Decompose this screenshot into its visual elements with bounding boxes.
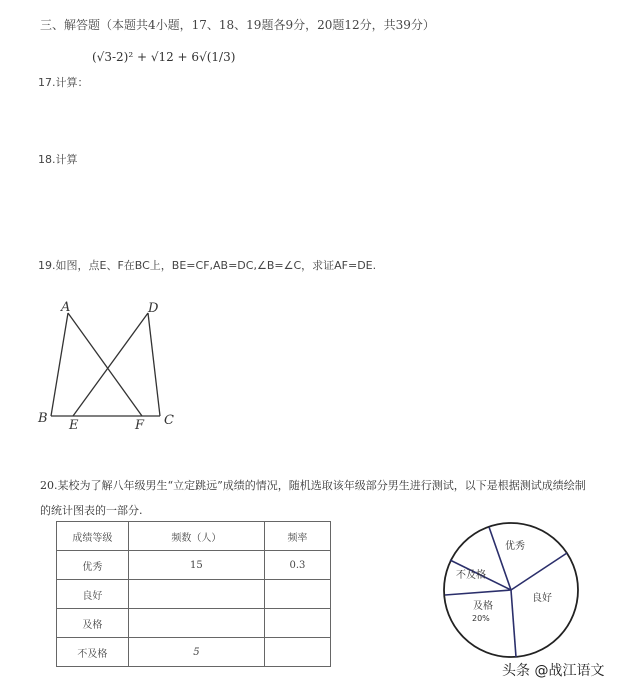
q17-label: 17.计算： [38,76,89,89]
table-cell: 15 [128,551,264,580]
section-heading: 三、解答题（本题共4小题，17、18、19题各9分，20题12分，共39分） [40,18,435,32]
q20-text-line2: 的统计图表的一部分. [40,504,143,517]
q20-text-line1: 20.某校为了解八年级男生“立定跳远”成绩的情况，随机选取该年级部分男生进行测试，以下是根据测试成绩绘制 [40,479,586,492]
pie-divider [511,590,516,657]
point-f-label: F [135,418,145,433]
q19-label: 19.如图，点E、F在BC上，BE=CF,AB=DC,∠B=∠C，求证AF=DE. [38,259,377,272]
table-header: 频数（人） [128,522,264,551]
point-a-label: A [61,300,71,315]
pie-divider [445,590,511,595]
table-cell: 优秀 [57,551,129,580]
table-cell: 及格 [57,609,129,638]
q18-label: 18.计算 [38,153,78,166]
point-e-label: E [69,418,79,433]
q17-formula: (√3-2)² + √12 + 6√(1/3) [92,50,236,64]
pie-label-excellent: 优秀 [505,541,525,552]
table-cell: 0.3 [264,551,330,580]
table-header: 成绩等级 [57,522,129,551]
point-c-label: C [164,413,174,428]
watermark: 头条 @战江语文 [502,663,605,679]
table-cell: 5 [128,638,264,667]
pie-label-fail: 不及格 [456,570,486,581]
table-cell: 良好 [57,580,129,609]
pie-divider [511,553,567,590]
table-cell: 不及格 [57,638,129,667]
pie-label-pass: 及格 [473,601,493,612]
pie-label-pass-percent: 20% [472,614,490,623]
point-d-label: D [148,301,159,316]
pie-label-good: 良好 [532,593,552,604]
point-b-label: B [38,411,48,426]
table-header: 频率 [264,522,330,551]
